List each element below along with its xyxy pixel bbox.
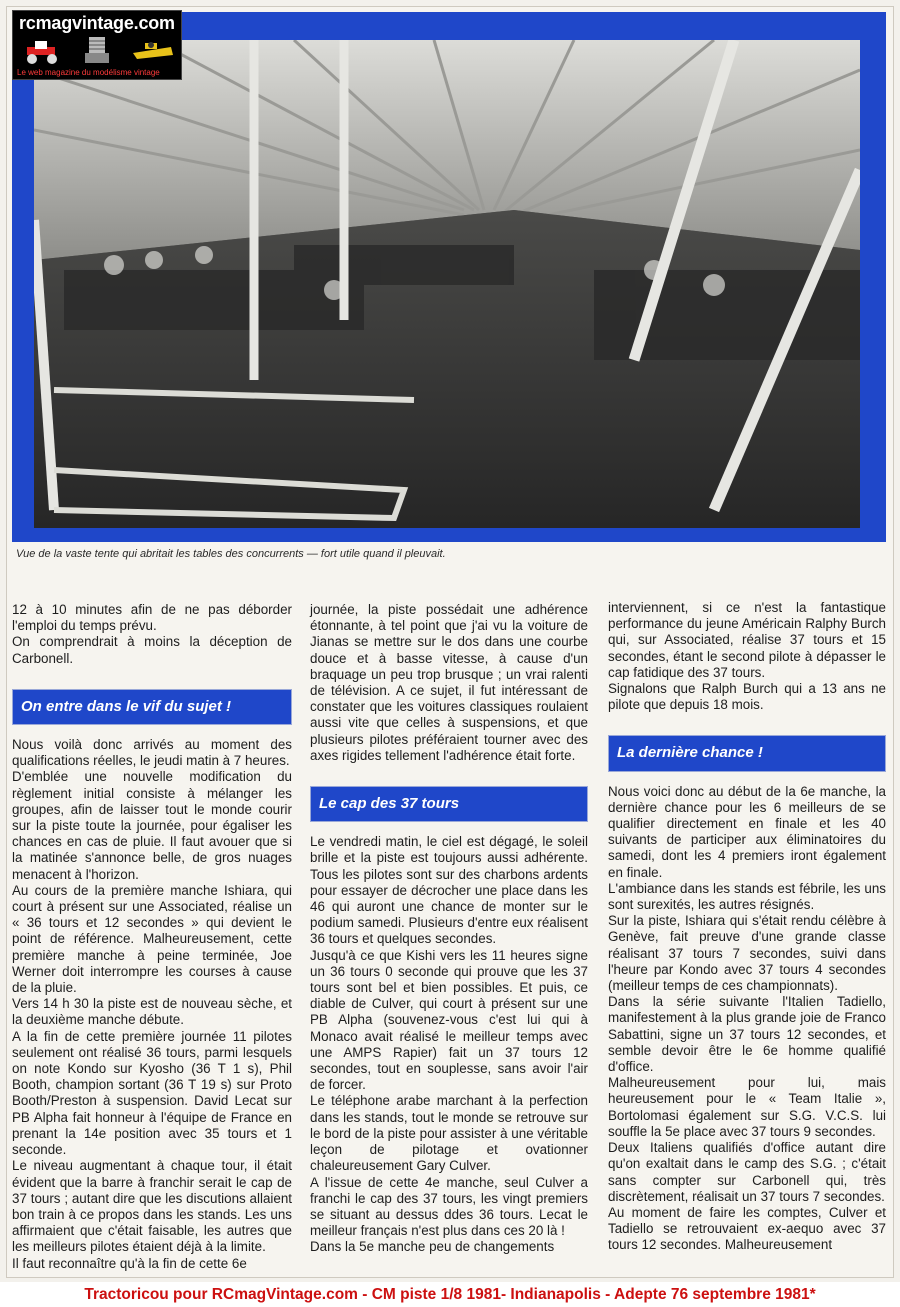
site-logo — [12, 10, 182, 80]
paragraph: Le niveau augmentant à chaque tour, il était évident que la barre à franchir serait le cap de 37 tours ; autant dire que les discutions allaient bon train à ce propos dans les stands. Les uns affirmaient que c'était faisable, les autres que les meilleurs pilotes étaient déjà à la limite. — [12, 1158, 292, 1255]
paragraph: Le vendredi matin, le ciel est dégagé, le soleil brille et la piste est toujours aussi adhérente. Tous les pilotes sont sur des charbons ardents pour essayer de décrocher une place dans les 46 qui auront une chance de monter sur le podium samedi. Plusieurs d'entre eux réalisent 36 tours et quelques secondes. — [310, 834, 588, 947]
paragraph: A la fin de cette première journée 11 pilotes seulement ont réalisé 36 tours, parmi lesquels on note Kondo sur Kyosho (36 T 1 s), Phil Booth, champion sortant (36 T 19 s) sur Proto Booth/Preston à suspension. David Lecat sur PB Alpha fait honneur à l'équipe de France en prenant la 14e position avec 35 tours et 1 seconde. — [12, 1028, 292, 1158]
paragraph: Le téléphone arabe marchant à la perfection dans les stands, tout le monde se retrouve sur le bord de la piste pour assister à une véritable leçon de pilotage et ovationner chaleureusement Gary Culver. — [310, 1093, 588, 1174]
section-heading: La dernière chance ! — [608, 735, 886, 771]
article-column-2 — [310, 602, 588, 1256]
paragraph: journée, la piste possédait une adhérence étonnante, à tel point que j'ai vu la voiture de Jianas se mettre sur le dos dans une courbe douce et à basse vitesse, à cause d'un braquage un peu trop brusque ; un vrai ralenti de télévision. A ce sujet, il fut intéressant de constater que les voitures classiques roulaient aussi vite que celles à suspensions, et que plusieurs pilotes préféraient tourner avec des axes rigides tellement l'adhérence était forte. — [310, 602, 588, 763]
paragraph: Nous voilà donc arrivés au moment des qualifications réelles, le jeudi matin à 7 heures. — [12, 737, 292, 769]
paragraph: A l'issue de cette 4e manche, seul Culver a franchi le cap des 37 tours, les vingt premiers se situant au dessus ddes 36 tours. Lecat le meilleur français n'est plus dans ces 20 là ! — [310, 1174, 588, 1239]
paragraph: Vers 14 h 30 la piste est de nouveau sèche, et la deuxième manche débute. — [12, 996, 292, 1028]
paragraph: Dans la 5e manche peu de changements — [310, 1239, 555, 1255]
paragraph: Dans la série suivante l'Italien Tadiello, manifestement à la plus grande joie de Franco Sabattini, signe un 37 tours 12 secondes, et semble devoir être le 6e homme qualifié d'office. — [608, 994, 886, 1075]
tent-photo-illustration — [34, 40, 860, 528]
logo-tagline: Le web magazine du modélisme vintage — [17, 68, 160, 77]
paragraph: Il faut reconnaître qu'à la fin de cette 6e — [12, 1255, 247, 1271]
paragraph: Au moment de faire les comptes, Culver et Tadiello se retrouvaient ex-aequo avec 37 tours 12 secondes. Malheureusement — [608, 1204, 886, 1253]
paragraph: Signalons que Ralph Burch qui a 13 ans ne pilote que depuis 18 mois. — [608, 681, 886, 713]
section-heading: On entre dans le vif du sujet ! — [12, 689, 292, 725]
tent-photo — [34, 40, 860, 528]
photo-caption: Vue de la vaste tente qui abritait les tables des concurrents — fort utile quand il pleuvait. — [16, 548, 446, 560]
paragraph: interviennent, si ce n'est la fantastique performance du jeune Américain Ralphy Burch qui, sur Associated, réalise 37 tours et 15 secondes, étant le second pilote à dépasser le cap fatidique des 37 tours. — [608, 600, 886, 680]
paragraph: Malheureusement pour lui, mais heureusement pour le « Team Italie », Bortolomasi également sur S.G. V.C.S. lui souffle la 5e place avec 37 tours 9 secondes. — [608, 1075, 886, 1139]
paragraph: Deux Italiens qualifiés d'office autant dire qu'on exaltait dans le camp des S.G. ; c'était sans compter sur Carbonell qui, très discrètement, réalisait un 37 tours 7 secondes. — [608, 1140, 886, 1204]
paragraph: D'emblée une nouvelle modification du règlement initial consiste à mélanger les groupes, afin de laisser tout le monde courir sur la piste toute la journée, pour égaliser les chances en cas de pluie. Il faut avouer que si la matinée s'annonce belle, de gros nuages menacent à l'horizon. — [12, 769, 292, 882]
paragraph: On comprendrait à moins la déception de Carbonell. — [12, 634, 292, 666]
footer-credit: Tractoricou pour RCmagVintage.com - CM piste 1/8 1981- Indianapolis - Adepte 76 septembre 1981* — [0, 1282, 900, 1307]
paragraph: Jusqu'à ce que Kishi vers les 11 heures signe un 36 tours 0 seconde qui prouve que les 37 tours sont bel et bien possibles. Et puis, ce diable de Culver, qui court à présent sur une PB Alpha (souvenez-vous c'est lui qui à Monaco avait réalisé le meilleur temps avec une AMPS Rapier) fait un 37 tours 12 secondes, tout en souplesse, sans avoir l'air de forcer. — [310, 947, 588, 1093]
article-column-1 — [12, 602, 292, 1272]
section-heading: Le cap des 37 tours — [310, 786, 588, 822]
article-column-3 — [608, 600, 886, 1254]
paragraph: Sur la piste, Ishiara qui s'était rendu célèbre à Genève, fait preuve d'une grande classe réalisant 37 tours 7 secondes, suivi dans l'heure par Kondo avec 37 tours 4 secondes (meilleur temps de ces championnats). — [608, 913, 886, 994]
paragraph: 12 à 10 minutes afin de ne pas déborder l'emploi du temps prévu. — [12, 602, 292, 634]
boat-icon — [131, 39, 175, 63]
photo-frame — [12, 12, 886, 542]
engine-icon — [83, 35, 111, 65]
paragraph: Nous voici donc au début de la 6e manche, la dernière chance pour les 6 meilleurs de se qualifier directement en finale et les 40 suivants de participer aux éliminatoires du samedi, dont les 4 premiers iront également en finale. — [608, 783, 886, 880]
rc-car-icon — [23, 37, 61, 65]
logo-brand-text: rcmagvintage.com — [19, 13, 175, 33]
paragraph: L'ambiance dans les stands est fébrile, les uns sont surexités, les autres résignés. — [608, 880, 886, 913]
paragraph: Au cours de la première manche Ishiara, qui court à présent sur une Associated, réalise un « 36 tours et 12 secondes » qui devient le point de référence. Malheureusement, cette première manche à peine terminée, Joe Werner doit interrompre les courses à cause de la pluie. — [12, 882, 292, 996]
